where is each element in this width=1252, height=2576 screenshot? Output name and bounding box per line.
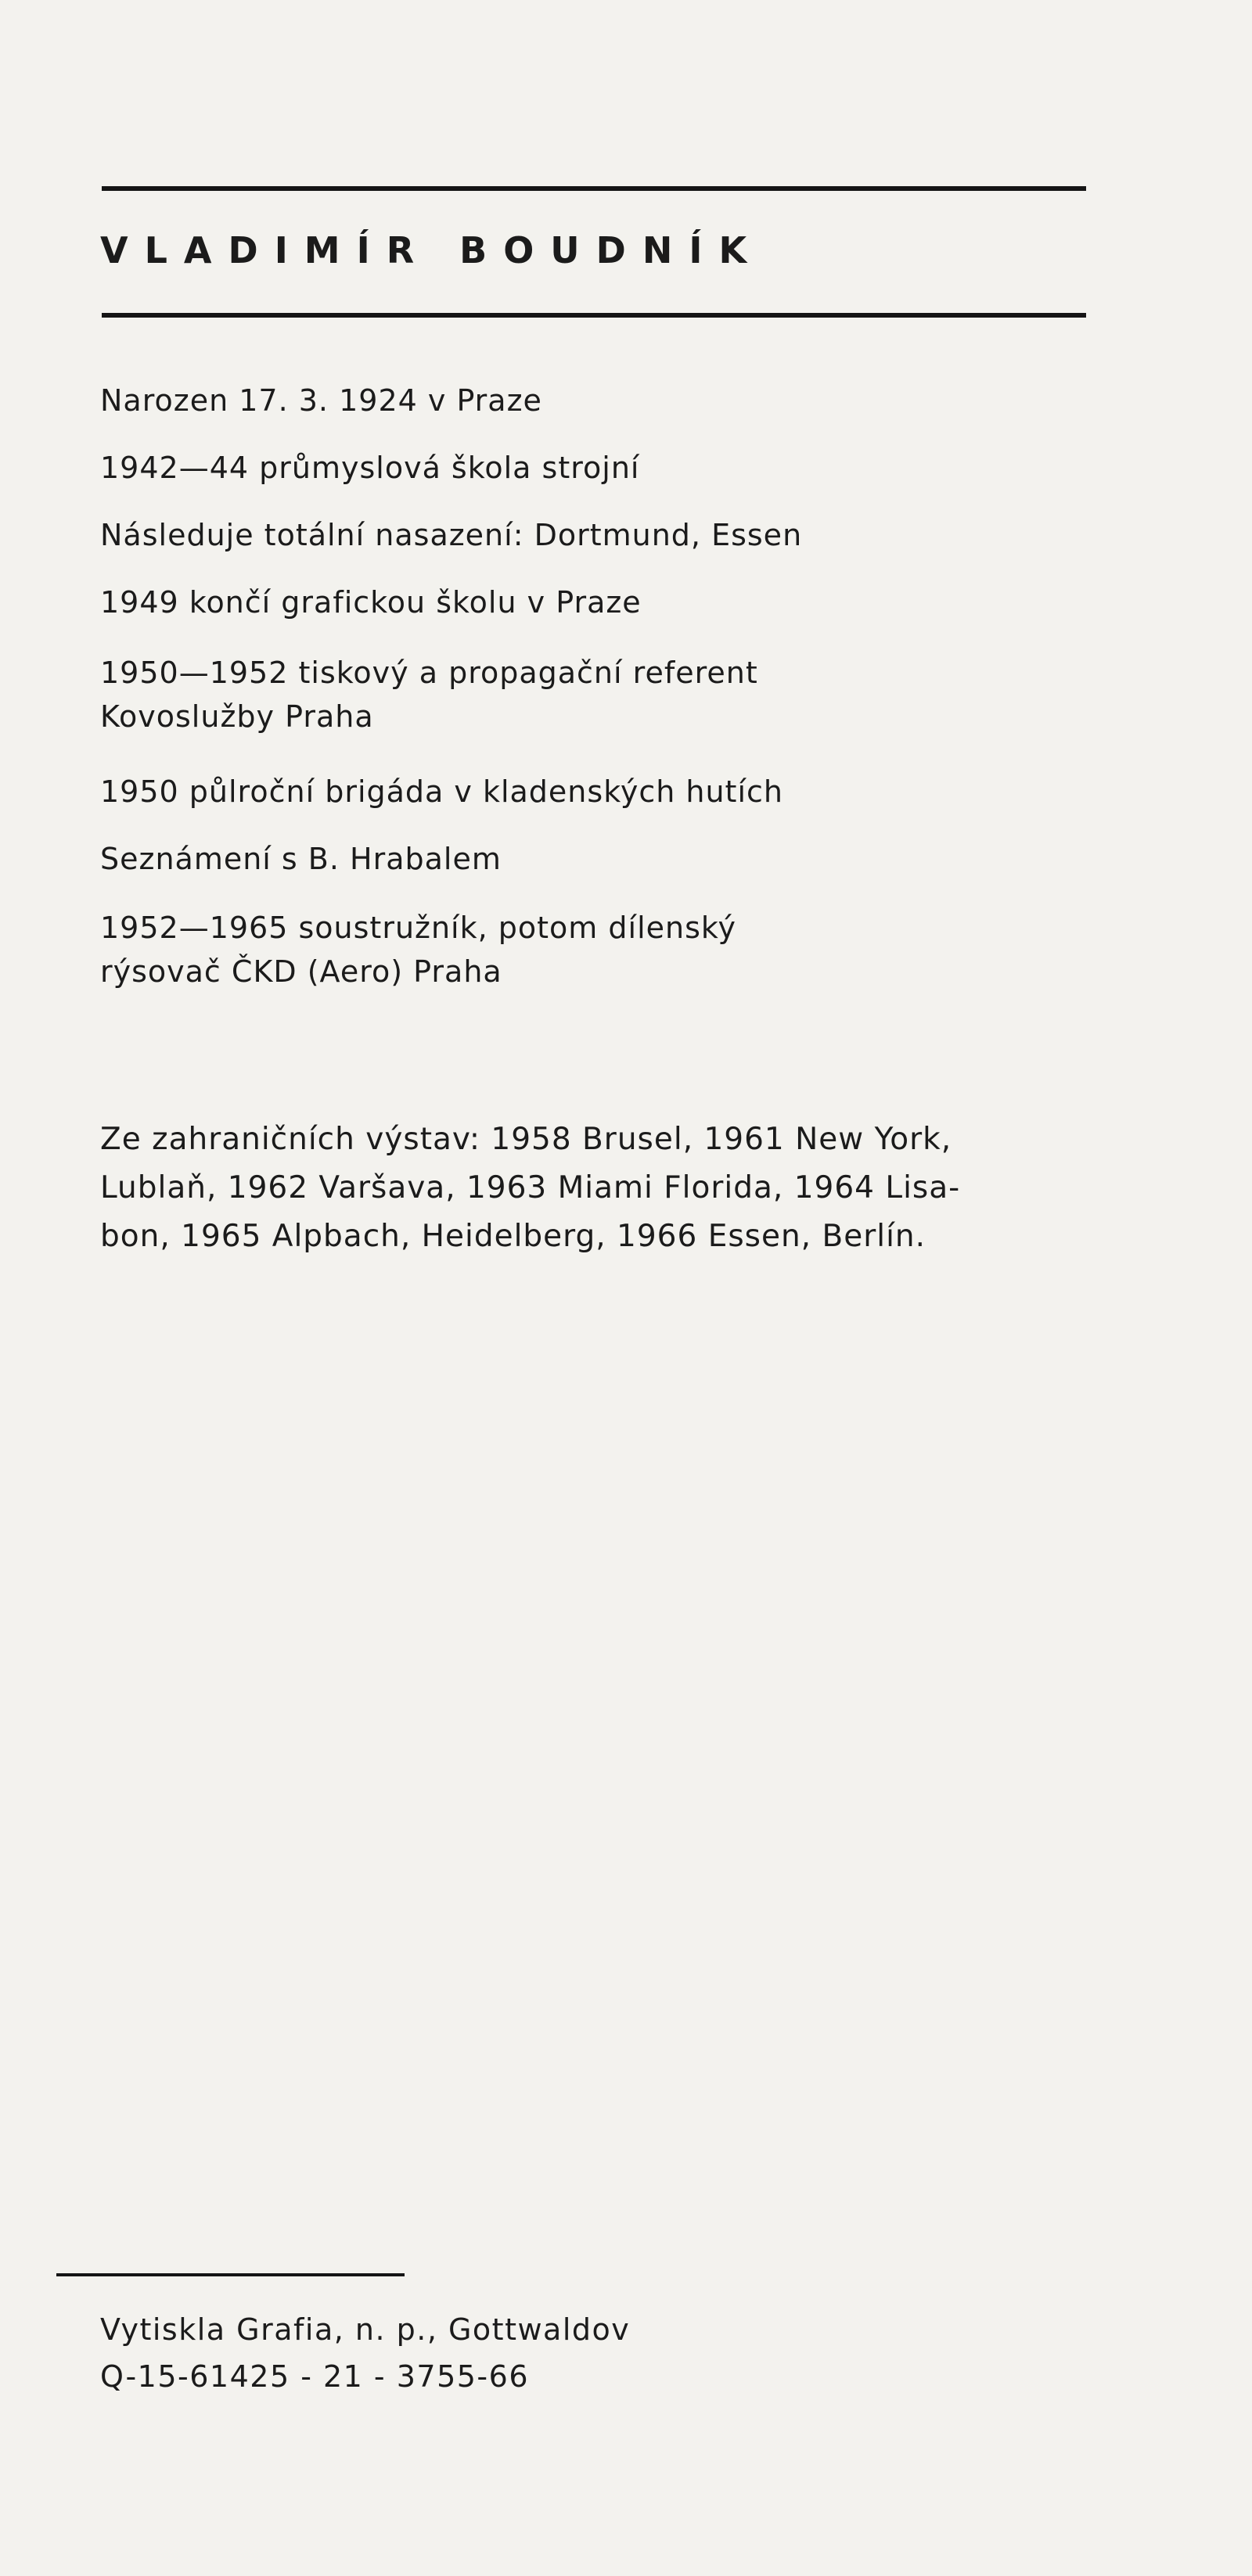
- heading-bottom-rule: [102, 313, 1086, 318]
- top-rule: [102, 186, 1086, 191]
- bio-line: rýsovač ČKD (Aero) Praha: [100, 954, 502, 989]
- bio-line: Následuje totální nasazení: Dortmund, Essen: [100, 518, 803, 552]
- bio-entry-brigade: [100, 770, 1094, 814]
- bio-entry-lathe-operator: [100, 906, 1094, 993]
- bio-entry-forced-labour: [100, 513, 1094, 557]
- bio-entry-referent: [100, 651, 1094, 738]
- imprint-rule: [56, 2273, 405, 2276]
- bio-line: 1950—1952 tiskový a propagační referent: [100, 656, 758, 690]
- bio-entry-school: [100, 446, 1094, 490]
- imprint-printer-line: Vytiskla Grafia, n. p., Gottwaldov: [100, 2312, 631, 2347]
- bio-entry-birth: [100, 379, 1094, 422]
- printer-imprint: [100, 2306, 804, 2400]
- exhibitions-line: Ze zahraničních výstav: 1958 Brusel, 1961 New York,: [100, 1122, 952, 1157]
- bio-entry-hrabal: [100, 837, 1094, 881]
- artist-name-heading: VLADIMÍR BOUDNÍK: [100, 229, 764, 271]
- bio-line: 1952—1965 soustružník, potom dílenský: [100, 911, 737, 945]
- exhibitions-line: bon, 1965 Alpbach, Heidelberg, 1966 Essen, Berlín.: [100, 1219, 926, 1254]
- bio-line: 1950 půlroční brigáda v kladenských hutích: [100, 774, 783, 809]
- bio-line: 1949 končí grafickou školu v Praze: [100, 585, 642, 620]
- exhibitions-paragraph: [100, 1116, 1063, 1261]
- bio-line: Narozen 17. 3. 1924 v Praze: [100, 383, 542, 418]
- imprint-code-line: Q-15-61425 - 21 - 3755-66: [100, 2359, 529, 2394]
- bio-line: Seznámení s B. Hrabalem: [100, 842, 502, 876]
- bio-line: Kovoslužby Praha: [100, 699, 374, 734]
- exhibitions-line: Lublaň, 1962 Varšava, 1963 Miami Florida, 1964 Lisa-: [100, 1170, 961, 1205]
- bio-line: 1942—44 průmyslová škola strojní: [100, 451, 640, 485]
- bio-entry-graphic-school: [100, 580, 1094, 624]
